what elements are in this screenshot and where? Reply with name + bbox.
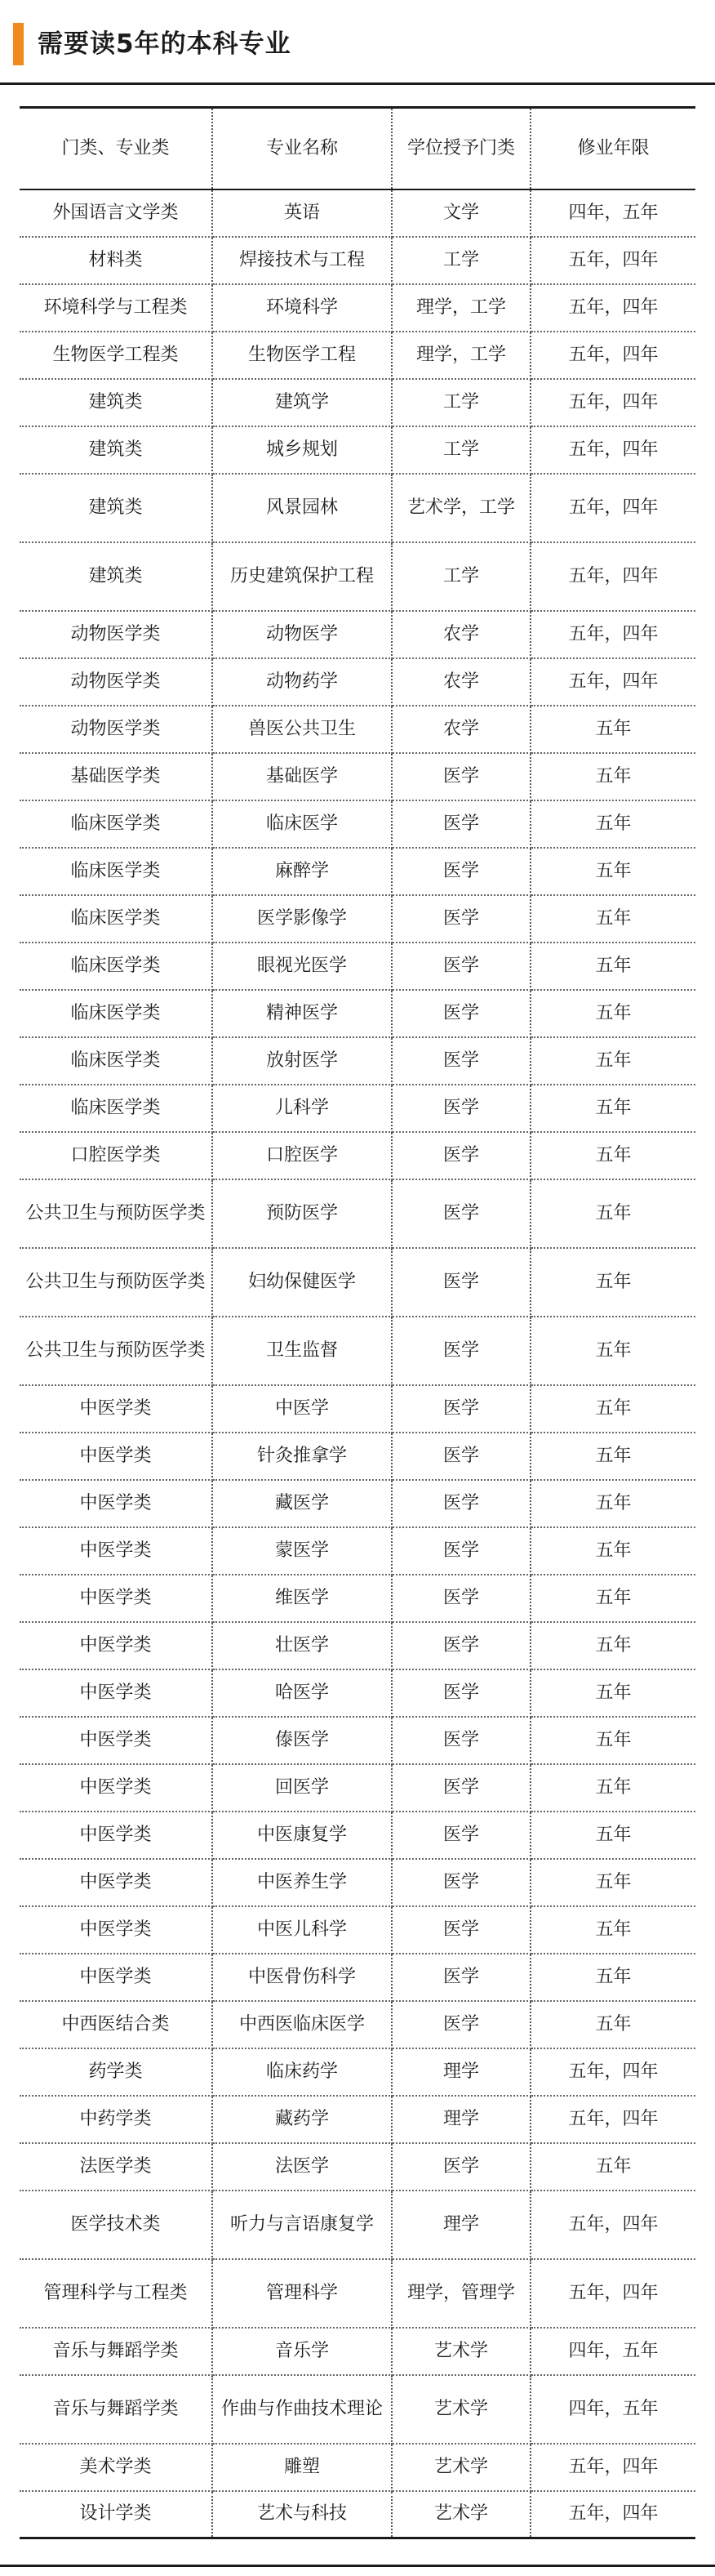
cell-major-name: 雕塑: [212, 2444, 392, 2491]
cell-duration: 五年，四年: [531, 474, 695, 542]
cell-degree: 医学: [392, 990, 531, 1037]
table-row: [20, 1480, 695, 1527]
header-duration: 修业年限: [531, 108, 695, 189]
page-header: [0, 0, 715, 85]
cell-major-name: 焊接技术与工程: [212, 237, 392, 284]
cell-category: 中医学类: [20, 1669, 212, 1717]
cell-major-name: 傣医学: [212, 1717, 392, 1764]
cell-category: 设计学类: [20, 2491, 212, 2538]
cell-duration: 五年，四年: [531, 542, 695, 611]
table-row: [20, 426, 695, 474]
cell-degree: 理学: [392, 2048, 531, 2096]
cell-degree: 文学: [392, 189, 531, 237]
cell-degree: 艺术学: [392, 2328, 531, 2375]
table-row: [20, 2328, 695, 2375]
cell-degree: 医学: [392, 2143, 531, 2190]
cell-category: 音乐与舞蹈学类: [20, 2375, 212, 2444]
cell-duration: 五年，四年: [531, 2048, 695, 2096]
cell-degree: 医学: [392, 1717, 531, 1764]
cell-major-name: 针灸推拿学: [212, 1433, 392, 1480]
footer-divider: [0, 2565, 715, 2567]
table-row: [20, 1575, 695, 1622]
cell-duration: 五年: [531, 1906, 695, 1954]
table-row: [20, 1179, 695, 1248]
table-row: [20, 1859, 695, 1906]
cell-major-name: 壮医学: [212, 1622, 392, 1669]
cell-degree: 医学: [392, 1037, 531, 1085]
cell-duration: 五年，四年: [531, 332, 695, 379]
cell-category: 美术学类: [20, 2444, 212, 2491]
cell-category: 临床医学类: [20, 1085, 212, 1132]
table-row: [20, 1385, 695, 1433]
cell-duration: 五年，四年: [531, 379, 695, 426]
table-row: [20, 800, 695, 848]
table-row: [20, 611, 695, 658]
cell-duration: 五年: [531, 1317, 695, 1385]
cell-degree: 工学: [392, 379, 531, 426]
cell-major-name: 基础医学: [212, 753, 392, 800]
table-row: [20, 658, 695, 706]
table-row: [20, 2143, 695, 2190]
cell-major-name: 建筑学: [212, 379, 392, 426]
cell-duration: 五年: [531, 1433, 695, 1480]
title-accent-bar: [13, 23, 24, 65]
cell-duration: 五年: [531, 800, 695, 848]
table-row: [20, 379, 695, 426]
table-row: [20, 542, 695, 611]
cell-category: 临床医学类: [20, 943, 212, 990]
cell-duration: 四年，五年: [531, 189, 695, 237]
cell-category: 生物医学工程类: [20, 332, 212, 379]
cell-category: 中医学类: [20, 1906, 212, 1954]
table-row: [20, 1622, 695, 1669]
table-row: [20, 848, 695, 895]
cell-duration: 五年: [531, 1085, 695, 1132]
table-row: [20, 1954, 695, 2001]
cell-duration: 四年，五年: [531, 2328, 695, 2375]
cell-degree: 艺术学: [392, 2444, 531, 2491]
cell-category: 建筑类: [20, 426, 212, 474]
cell-category: 环境科学与工程类: [20, 284, 212, 332]
cell-duration: 五年，四年: [531, 2491, 695, 2538]
header-category: 门类、专业类: [20, 108, 212, 189]
cell-degree: 医学: [392, 1179, 531, 1248]
table-row: [20, 1812, 695, 1859]
cell-category: 音乐与舞蹈学类: [20, 2328, 212, 2375]
cell-major-name: 中医康复学: [212, 1812, 392, 1859]
cell-duration: 五年，四年: [531, 2259, 695, 2328]
cell-category: 建筑类: [20, 379, 212, 426]
cell-degree: 医学: [392, 1954, 531, 2001]
cell-category: 材料类: [20, 237, 212, 284]
cell-major-name: 口腔医学: [212, 1132, 392, 1179]
cell-category: 药学类: [20, 2048, 212, 2096]
table-row: [20, 706, 695, 753]
table-row: [20, 2491, 695, 2538]
table-row: [20, 2001, 695, 2048]
cell-duration: 五年: [531, 1179, 695, 1248]
majors-table-container: [20, 106, 695, 2539]
cell-duration: 五年: [531, 1385, 695, 1433]
cell-degree: 医学: [392, 1527, 531, 1575]
cell-major-name: 作曲与作曲技术理论: [212, 2375, 392, 2444]
cell-major-name: 精神医学: [212, 990, 392, 1037]
table-row: [20, 990, 695, 1037]
cell-category: 中西医结合类: [20, 2001, 212, 2048]
cell-major-name: 中西医临床医学: [212, 2001, 392, 2048]
cell-degree: 医学: [392, 1906, 531, 1954]
cell-major-name: 音乐学: [212, 2328, 392, 2375]
cell-duration: 五年: [531, 1037, 695, 1085]
table-row: [20, 189, 695, 237]
cell-major-name: 回医学: [212, 1764, 392, 1812]
table-row: [20, 1906, 695, 1954]
cell-degree: 医学: [392, 1480, 531, 1527]
cell-category: 建筑类: [20, 542, 212, 611]
cell-category: 动物医学类: [20, 658, 212, 706]
cell-degree: 农学: [392, 706, 531, 753]
cell-duration: 五年: [531, 943, 695, 990]
cell-duration: 五年: [531, 1717, 695, 1764]
cell-degree: 医学: [392, 1812, 531, 1859]
table-row: [20, 1717, 695, 1764]
cell-major-name: 中医儿科学: [212, 1906, 392, 1954]
cell-category: 临床医学类: [20, 848, 212, 895]
cell-major-name: 生物医学工程: [212, 332, 392, 379]
cell-major-name: 卫生监督: [212, 1317, 392, 1385]
table-row: [20, 2048, 695, 2096]
cell-major-name: 管理科学: [212, 2259, 392, 2328]
cell-degree: 理学: [392, 2190, 531, 2259]
table-header-row: [20, 108, 695, 189]
cell-category: 中医学类: [20, 1954, 212, 2001]
majors-table: [20, 106, 695, 2539]
cell-major-name: 英语: [212, 189, 392, 237]
cell-degree: 医学: [392, 2001, 531, 2048]
cell-category: 管理科学与工程类: [20, 2259, 212, 2328]
cell-major-name: 法医学: [212, 2143, 392, 2190]
cell-major-name: 临床药学: [212, 2048, 392, 2096]
cell-duration: 五年，四年: [531, 611, 695, 658]
cell-category: 中医学类: [20, 1575, 212, 1622]
cell-category: 中医学类: [20, 1717, 212, 1764]
cell-degree: 农学: [392, 611, 531, 658]
table-row: [20, 1433, 695, 1480]
cell-degree: 医学: [392, 1669, 531, 1717]
cell-major-name: 维医学: [212, 1575, 392, 1622]
cell-category: 基础医学类: [20, 753, 212, 800]
cell-category: 公共卫生与预防医学类: [20, 1179, 212, 1248]
cell-major-name: 中医学: [212, 1385, 392, 1433]
cell-duration: 五年，四年: [531, 2096, 695, 2143]
cell-major-name: 城乡规划: [212, 426, 392, 474]
table-row: [20, 2375, 695, 2444]
table-row: [20, 1248, 695, 1317]
header-major-name: 专业名称: [212, 108, 392, 189]
cell-degree: 医学: [392, 1248, 531, 1317]
cell-duration: 五年: [531, 1248, 695, 1317]
cell-duration: 五年，四年: [531, 2190, 695, 2259]
page-title: 需要读5年的本科专业: [38, 29, 291, 59]
cell-duration: 五年，四年: [531, 237, 695, 284]
table-row: [20, 1085, 695, 1132]
cell-category: 中医学类: [20, 1480, 212, 1527]
table-row: [20, 1527, 695, 1575]
cell-category: 临床医学类: [20, 990, 212, 1037]
cell-duration: 五年: [531, 990, 695, 1037]
cell-degree: 医学: [392, 1433, 531, 1480]
cell-major-name: 儿科学: [212, 1085, 392, 1132]
table-row: [20, 2444, 695, 2491]
cell-degree: 农学: [392, 658, 531, 706]
cell-degree: 医学: [392, 1317, 531, 1385]
table-row: [20, 753, 695, 800]
cell-category: 医学技术类: [20, 2190, 212, 2259]
cell-major-name: 动物医学: [212, 611, 392, 658]
cell-category: 公共卫生与预防医学类: [20, 1248, 212, 1317]
table-row: [20, 1037, 695, 1085]
cell-degree: 工学: [392, 426, 531, 474]
cell-major-name: 中医养生学: [212, 1859, 392, 1906]
cell-major-name: 兽医公共卫生: [212, 706, 392, 753]
cell-degree: 艺术学，工学: [392, 474, 531, 542]
cell-major-name: 历史建筑保护工程: [212, 542, 392, 611]
table-row: [20, 2096, 695, 2143]
cell-degree: 医学: [392, 1132, 531, 1179]
cell-duration: 五年: [531, 1527, 695, 1575]
cell-major-name: 动物药学: [212, 658, 392, 706]
cell-category: 临床医学类: [20, 1037, 212, 1085]
table-row: [20, 1317, 695, 1385]
cell-major-name: 藏药学: [212, 2096, 392, 2143]
table-row: [20, 2190, 695, 2259]
cell-major-name: 预防医学: [212, 1179, 392, 1248]
cell-duration: 五年: [531, 848, 695, 895]
cell-degree: 医学: [392, 1859, 531, 1906]
cell-duration: 五年: [531, 1575, 695, 1622]
cell-duration: 四年，五年: [531, 2375, 695, 2444]
table-row: [20, 895, 695, 943]
cell-category: 中医学类: [20, 1859, 212, 1906]
cell-category: 临床医学类: [20, 895, 212, 943]
cell-major-name: 妇幼保健医学: [212, 1248, 392, 1317]
cell-duration: 五年: [531, 2143, 695, 2190]
cell-category: 临床医学类: [20, 800, 212, 848]
cell-duration: 五年: [531, 1764, 695, 1812]
cell-category: 中医学类: [20, 1622, 212, 1669]
cell-degree: 理学，工学: [392, 284, 531, 332]
cell-major-name: 放射医学: [212, 1037, 392, 1085]
cell-major-name: 艺术与科技: [212, 2491, 392, 2538]
cell-duration: 五年，四年: [531, 2444, 695, 2491]
cell-degree: 医学: [392, 1622, 531, 1669]
cell-degree: 工学: [392, 237, 531, 284]
cell-category: 中医学类: [20, 1812, 212, 1859]
table-row: [20, 332, 695, 379]
table-row: [20, 237, 695, 284]
cell-degree: 医学: [392, 753, 531, 800]
cell-category: 动物医学类: [20, 706, 212, 753]
cell-degree: 理学，管理学: [392, 2259, 531, 2328]
cell-duration: 五年: [531, 753, 695, 800]
cell-category: 中医学类: [20, 1764, 212, 1812]
cell-major-name: 医学影像学: [212, 895, 392, 943]
table-row: [20, 474, 695, 542]
cell-degree: 理学，工学: [392, 332, 531, 379]
cell-degree: 医学: [392, 895, 531, 943]
cell-category: 动物医学类: [20, 611, 212, 658]
cell-major-name: 中医骨伤科学: [212, 1954, 392, 2001]
table-row: [20, 1764, 695, 1812]
cell-category: 外国语言文学类: [20, 189, 212, 237]
table-row: [20, 2259, 695, 2328]
table-row: [20, 943, 695, 990]
cell-duration: 五年: [531, 1480, 695, 1527]
cell-duration: 五年: [531, 1812, 695, 1859]
cell-degree: 医学: [392, 1575, 531, 1622]
table-body: [20, 189, 695, 2538]
cell-major-name: 眼视光医学: [212, 943, 392, 990]
cell-degree: 医学: [392, 1764, 531, 1812]
cell-category: 法医学类: [20, 2143, 212, 2190]
table-row: [20, 1132, 695, 1179]
table-row: [20, 1669, 695, 1717]
cell-degree: 医学: [392, 1085, 531, 1132]
header-degree: 学位授予门类: [392, 108, 531, 189]
cell-duration: 五年: [531, 1132, 695, 1179]
cell-duration: 五年: [531, 1669, 695, 1717]
cell-duration: 五年: [531, 1954, 695, 2001]
cell-duration: 五年，四年: [531, 658, 695, 706]
cell-duration: 五年，四年: [531, 426, 695, 474]
cell-duration: 五年: [531, 1622, 695, 1669]
cell-major-name: 听力与言语康复学: [212, 2190, 392, 2259]
cell-category: 建筑类: [20, 474, 212, 542]
cell-category: 中药学类: [20, 2096, 212, 2143]
cell-degree: 医学: [392, 800, 531, 848]
cell-category: 口腔医学类: [20, 1132, 212, 1179]
cell-major-name: 麻醉学: [212, 848, 392, 895]
cell-category: 中医学类: [20, 1385, 212, 1433]
cell-category: 中医学类: [20, 1527, 212, 1575]
cell-degree: 医学: [392, 1385, 531, 1433]
cell-major-name: 环境科学: [212, 284, 392, 332]
cell-major-name: 临床医学: [212, 800, 392, 848]
cell-degree: 理学: [392, 2096, 531, 2143]
cell-category: 中医学类: [20, 1433, 212, 1480]
cell-major-name: 蒙医学: [212, 1527, 392, 1575]
cell-duration: 五年: [531, 1859, 695, 1906]
cell-degree: 医学: [392, 848, 531, 895]
cell-degree: 医学: [392, 943, 531, 990]
cell-degree: 艺术学: [392, 2491, 531, 2538]
cell-duration: 五年，四年: [531, 284, 695, 332]
cell-duration: 五年: [531, 2001, 695, 2048]
table-row: [20, 284, 695, 332]
cell-category: 公共卫生与预防医学类: [20, 1317, 212, 1385]
cell-duration: 五年: [531, 895, 695, 943]
cell-degree: 工学: [392, 542, 531, 611]
cell-degree: 艺术学: [392, 2375, 531, 2444]
cell-duration: 五年: [531, 706, 695, 753]
cell-major-name: 风景园林: [212, 474, 392, 542]
cell-major-name: 哈医学: [212, 1669, 392, 1717]
cell-major-name: 藏医学: [212, 1480, 392, 1527]
